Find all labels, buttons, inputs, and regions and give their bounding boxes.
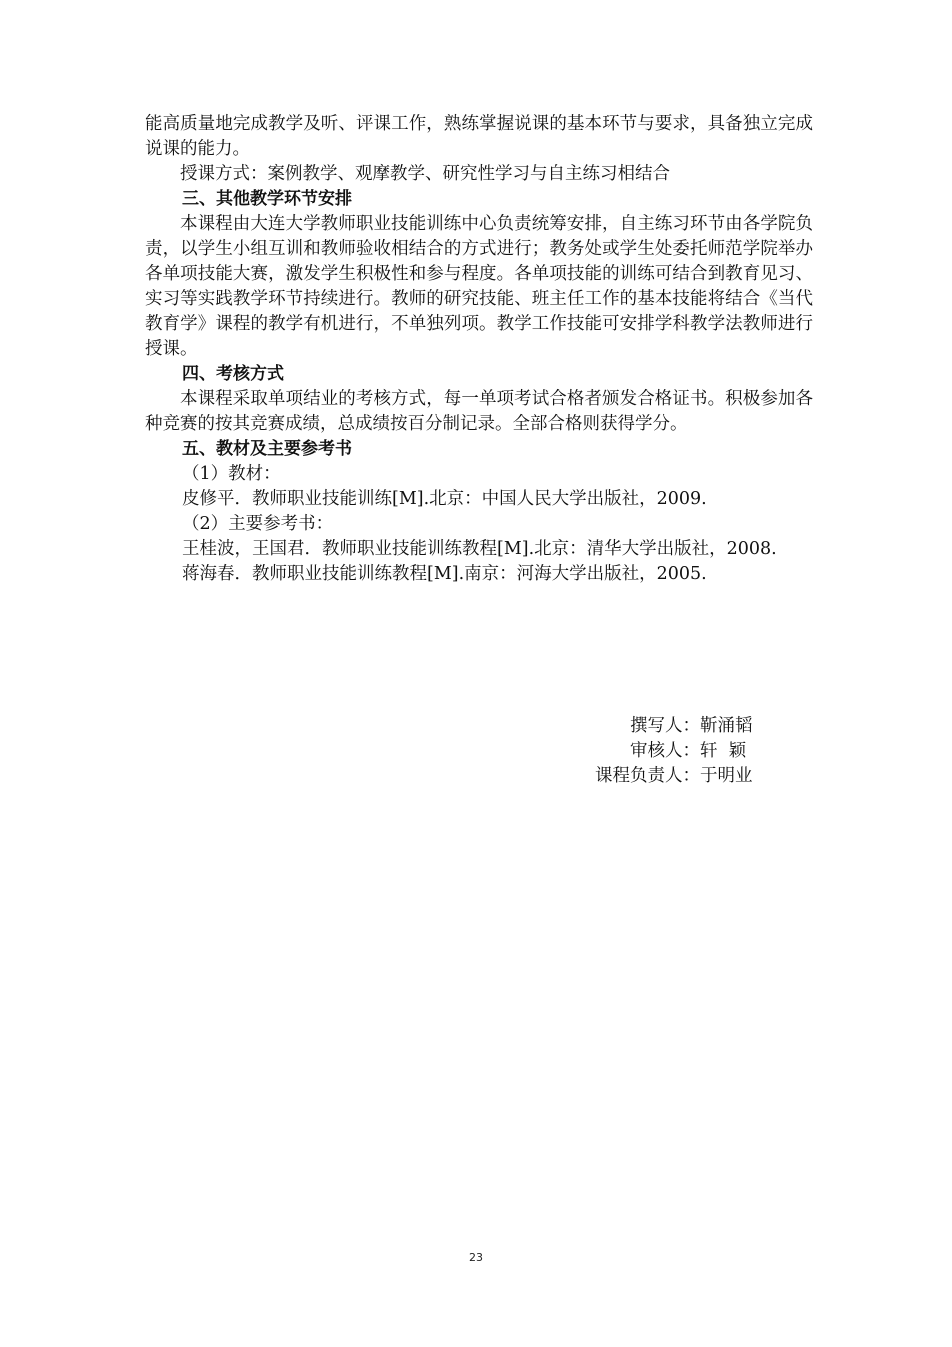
reference-books-label: （2）主要参考书： xyxy=(182,514,334,534)
textbook-entry: 皮修平．教师职业技能训练[M].北京：中国人民大学出版社，2009. xyxy=(182,489,707,509)
signature-reviewer xyxy=(560,739,770,764)
section-heading-4: 四、考核方式 xyxy=(182,364,284,384)
paragraph-assessment: 本课程采取单项结业的考核方式，每一单项考试合格者颁发合格证书。积极参加各种竞赛的按其竞赛成绩，总成绩按百分制记录。全部合格则获得学分。 xyxy=(145,389,813,434)
paragraph-continuation: 能高质量地完成教学及听、评课工作，熟练掌握说课的基本环节与要求，具备独立完成说课的能力。 xyxy=(145,114,813,159)
paragraph-other-arrangements: 本课程由大连大学教师职业技能训练中心负责统筹安排，自主练习环节由各学院负责，以学生小组互训和教师验收相结合的方式进行；教务处或学生处委托师范学院举办各单项技能大赛，激发学生积极性和参与程度。各单项技能的训练可结合到教育见习、实习等实践教学环节持续进行。教师的研究技能、班主任工作的基本技能将结合《当代教育学》课程的教学有机进行，不单独列项。教学工作技能可安排学科教学法教师进行授课。 xyxy=(145,214,813,359)
paragraph-teaching-method: 授课方式：案例教学、观摩教学、研究性学习与自主练习相结合 xyxy=(180,164,670,184)
reviewer-label: 审核人： xyxy=(630,741,700,761)
signature-block xyxy=(560,714,770,789)
document-body xyxy=(145,112,813,587)
page-number: 23 xyxy=(469,1251,483,1264)
owner-label: 课程负责人： xyxy=(595,766,700,786)
writer-label: 撰写人： xyxy=(630,716,700,736)
owner-name: 于明业 xyxy=(700,766,753,786)
section-heading-5: 五、教材及主要参考书 xyxy=(182,439,352,459)
reference-book-entry-1: 王桂波，王国君．教师职业技能训练教程[M].北京：清华大学出版社，2008. xyxy=(182,539,777,559)
reference-book-entry-2: 蒋海春．教师职业技能训练教程[M].南京：河海大学出版社，2005. xyxy=(182,564,707,584)
signature-owner xyxy=(560,764,770,789)
writer-name: 靳涌韬 xyxy=(700,716,753,736)
signature-writer xyxy=(560,714,770,739)
textbook-label: （1）教材： xyxy=(182,464,281,484)
reviewer-name: 轩 颖 xyxy=(700,741,747,761)
section-heading-3: 三、其他教学环节安排 xyxy=(182,189,352,209)
